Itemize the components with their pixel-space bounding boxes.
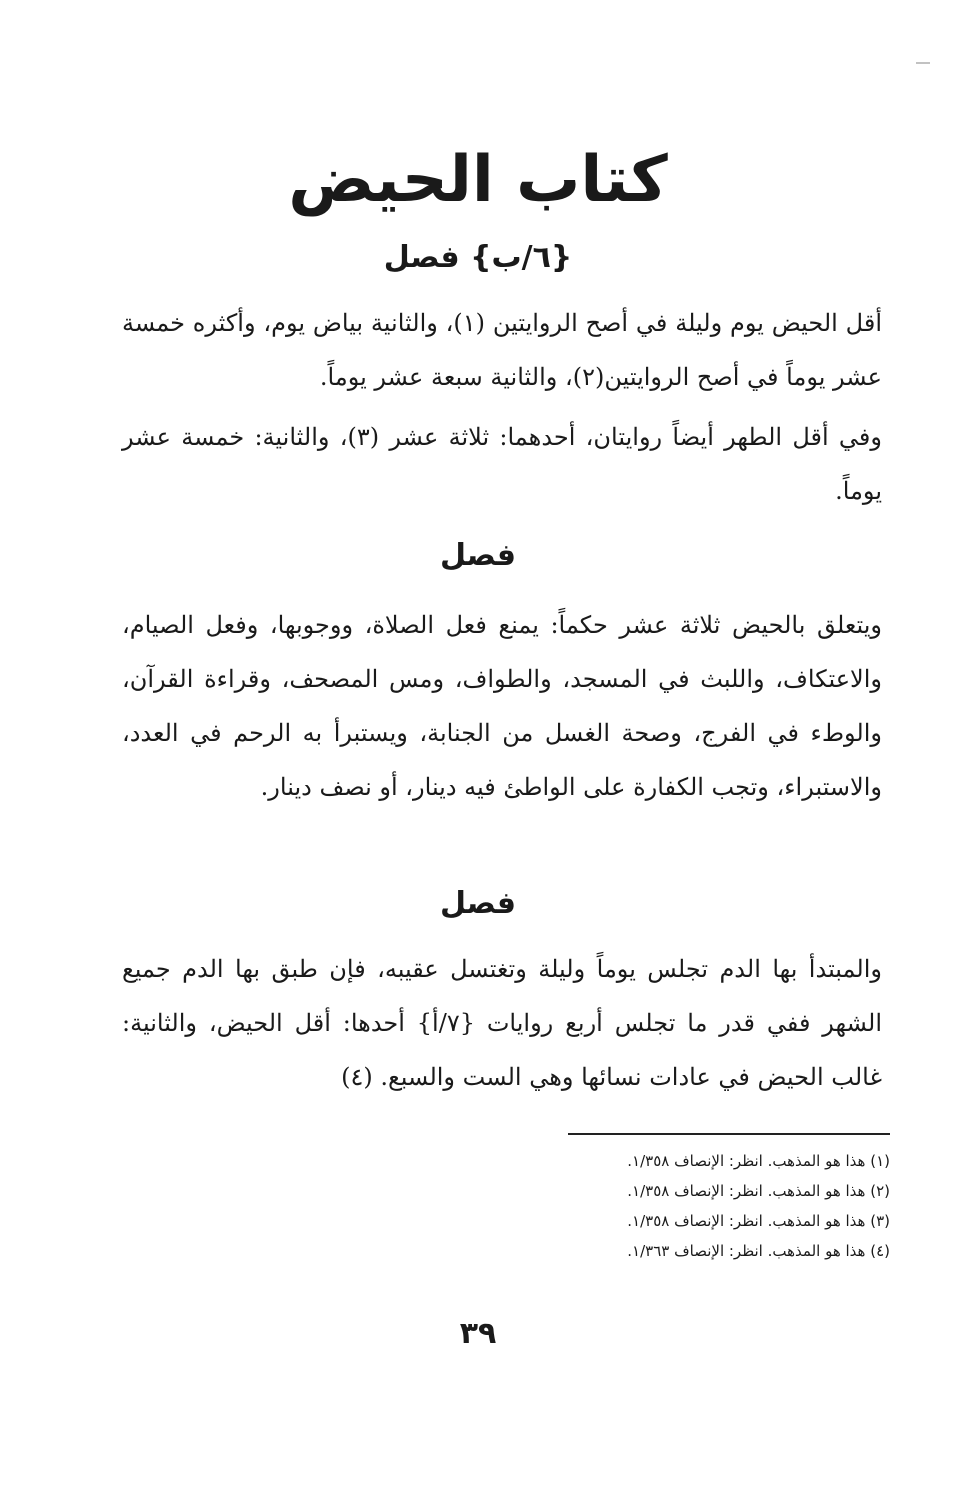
section-heading-3: فصل bbox=[440, 886, 516, 921]
book-title: كتاب الحيض bbox=[288, 143, 668, 217]
scan-mark bbox=[916, 62, 930, 64]
paragraph-2: وفي أقل الطهر أيضاً روايتان، أحدهما: ثلاثة عشر (٣)، والثانية: خمسة عشر يوماً. bbox=[122, 423, 882, 505]
footnote-4: (٤) هذا هو المذهب. انظر: الإنصاف ١/٣٦٣. bbox=[627, 1242, 890, 1260]
footnote-3: (٣) هذا هو المذهب. انظر: الإنصاف ١/٣٥٨. bbox=[627, 1212, 890, 1230]
paragraph-1: أقل الحيض يوم وليلة في أصح الروايتين (١)، والثانية بياض يوم، وأكثره خمسة عشر يوماً في أصح الروايتين(٢)، والثانية سبعة عشر يوماً. bbox=[122, 309, 882, 391]
footnote-divider bbox=[568, 1133, 890, 1135]
footnote-2: (٢) هذا هو المذهب. انظر: الإنصاف ١/٣٥٨. bbox=[627, 1182, 890, 1200]
paragraph-4: والمبتدأ بها الدم تجلس يوماً وليلة وتغتسل عقيبه، فإن طبق بها الدم جميع الشهر ففي قدر ما تجلس أربع روايات {٧/أ} أحدها: أقل الحيض، والثانية: غالب الحيض في عادات نسائها وهي الست والسبع. (٤) bbox=[122, 955, 883, 1091]
footnotes bbox=[500, 1146, 890, 1266]
page-number: ٣٩ bbox=[459, 1316, 497, 1351]
footnote-1: (١) هذا هو المذهب. انظر: الإنصاف ١/٣٥٨. bbox=[627, 1152, 890, 1170]
section-heading-2: فصل bbox=[440, 538, 516, 573]
section-heading-1: {٦/ب} فصل bbox=[383, 240, 573, 275]
paragraph-3: ويتعلق بالحيض ثلاثة عشر حكماً: يمنع فعل الصلاة، ووجوبها، وفعل الصيام، والاعتكاف، واللبث في المسجد، والطواف، ومس المصحف، وقراءة القرآن، والوطء في الفرج، وصحة الغسل من الجنابة، ويستبرأ به الرحم في العدد، والاستبراء، وتجب الكفارة على الواطئ فيه دينار، أو نصف دينار. bbox=[122, 611, 882, 801]
